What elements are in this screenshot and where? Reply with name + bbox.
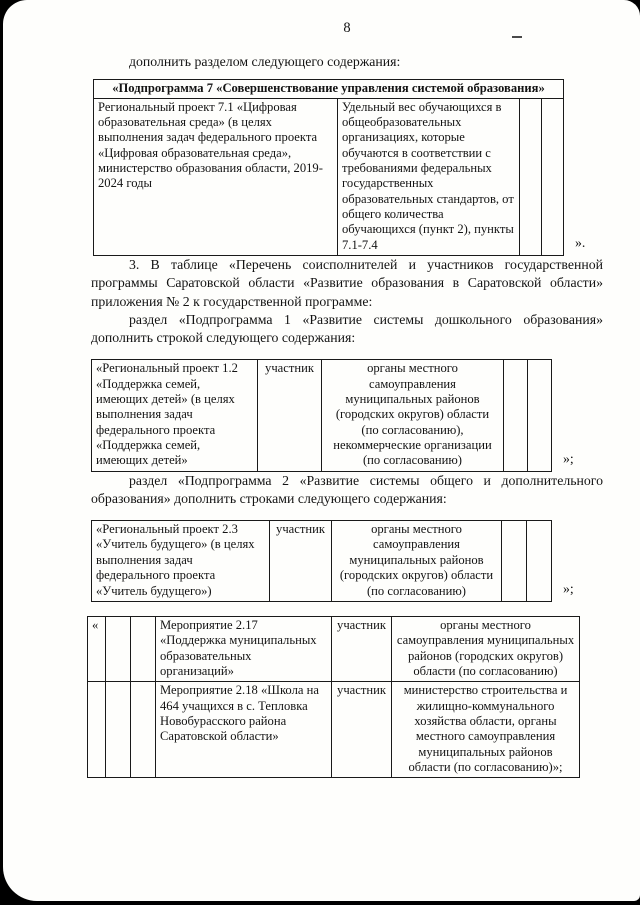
table4-cell-event: Мероприятие 2.18 «Школа на 464 учащихся в с. Тепловка Новобурасского района Саратовской области» — [156, 682, 332, 778]
table1-closing-mark: ». — [575, 234, 586, 250]
table2-cell-empty — [504, 360, 528, 472]
table2-closing-mark: »; — [563, 450, 574, 466]
table3-cell-participants: органы местного самоуправления муниципальных районов (городских округов) области (по согласованию) — [332, 521, 502, 602]
table4-cell-role: участник — [332, 616, 392, 681]
table4-cell-role: участник — [332, 682, 392, 778]
table1-header-cell: «Подпрограмма 7 «Совершенствование управления системой образования» — [94, 80, 564, 98]
table4-cell-empty — [88, 682, 106, 778]
table2-cell-project: «Региональный проект 1.2 «Поддержка семей, имеющих детей» (в целях выполнения задач федерального проекта «Поддержка семей, имеющих детей» — [92, 360, 258, 472]
table4-cell-empty — [131, 682, 156, 778]
table2-cell-empty — [528, 360, 552, 472]
paragraph-section1: раздел «Подпрограмма 1 «Развитие системы дошкольного образования» дополнить строкой следующего содержания: — [91, 311, 603, 345]
table1-cell-project: Региональный проект 7.1 «Цифровая образовательная среда» (в целях выполнения задач федерального проекта «Цифровая образовательная среда», министерство образования области, 2019-2024 годы — [94, 98, 338, 256]
table1-cell-indicator: Удельный вес обучающихся в общеобразовательных организациях, которые обучаются в соответствии с требованиями федеральных государственных образовательных стандартов, от общего количества обучающихся (пункт 2), пункты 7.1-7.4 — [338, 98, 520, 256]
table3-cell-empty — [502, 521, 527, 602]
table1-cell-empty — [520, 98, 542, 256]
table2-cell-role: участник — [258, 360, 322, 472]
table4-wrap — [91, 616, 603, 779]
table-events — [87, 616, 580, 779]
table2-wrap — [91, 359, 603, 472]
table-subprogram7 — [93, 79, 564, 256]
table2-cell-participants: органы местного самоуправления муниципальных районов (городских округов) области (по согласованию), некоммерческие организации (по согласованию) — [322, 360, 504, 472]
page-number: 8 — [343, 20, 351, 36]
table-row — [94, 98, 564, 256]
table4-cell-empty — [106, 616, 131, 681]
table3-closing-mark: »; — [563, 580, 574, 596]
table3-cell-role: участник — [270, 521, 332, 602]
table3-cell-empty — [527, 521, 552, 602]
table-row — [94, 80, 564, 98]
paragraph-intro: дополнить разделом следующего содержания: — [129, 54, 401, 69]
table1-wrap — [91, 79, 603, 256]
table3-wrap — [91, 520, 603, 602]
table4-cell-participants: органы местного самоуправления муниципальных районов (городских округов) области (по согласованию) — [392, 616, 580, 681]
paragraph-section2: раздел «Подпрограмма 2 «Развитие системы общего и дополнительного образования» дополнить строками следующего содержания: — [91, 472, 603, 506]
table-row — [88, 616, 580, 681]
table-row — [88, 682, 580, 778]
table-row — [92, 360, 552, 472]
table1-cell-empty — [542, 98, 564, 256]
table4-cell-event: Мероприятие 2.17 «Поддержка муниципальных образовательных организаций» — [156, 616, 332, 681]
page-content — [91, 20, 603, 778]
table-row — [92, 521, 552, 602]
table-project12 — [91, 359, 552, 472]
table4-cell-empty — [106, 682, 131, 778]
table4-cell-participants: министерство строительства и жилищно-коммунального хозяйства области, органы местного самоуправления муниципальных районов области (по согласованию)»; — [392, 682, 580, 778]
table3-cell-project: «Региональный проект 2.3 «Учитель будущего» (в целях выполнения задач федерального проекта «Учитель будущего») — [92, 521, 270, 602]
table4-open-mark-cell: « — [88, 616, 106, 681]
paragraph-item3: 3. В таблице «Перечень соисполнителей и участников государственной программы Саратовской области «Развитие образования в Саратовской области» приложения № 2 к государственной программе: — [91, 257, 603, 309]
table4-cell-empty — [131, 616, 156, 681]
document-page — [3, 0, 640, 901]
table-project23 — [91, 520, 552, 602]
